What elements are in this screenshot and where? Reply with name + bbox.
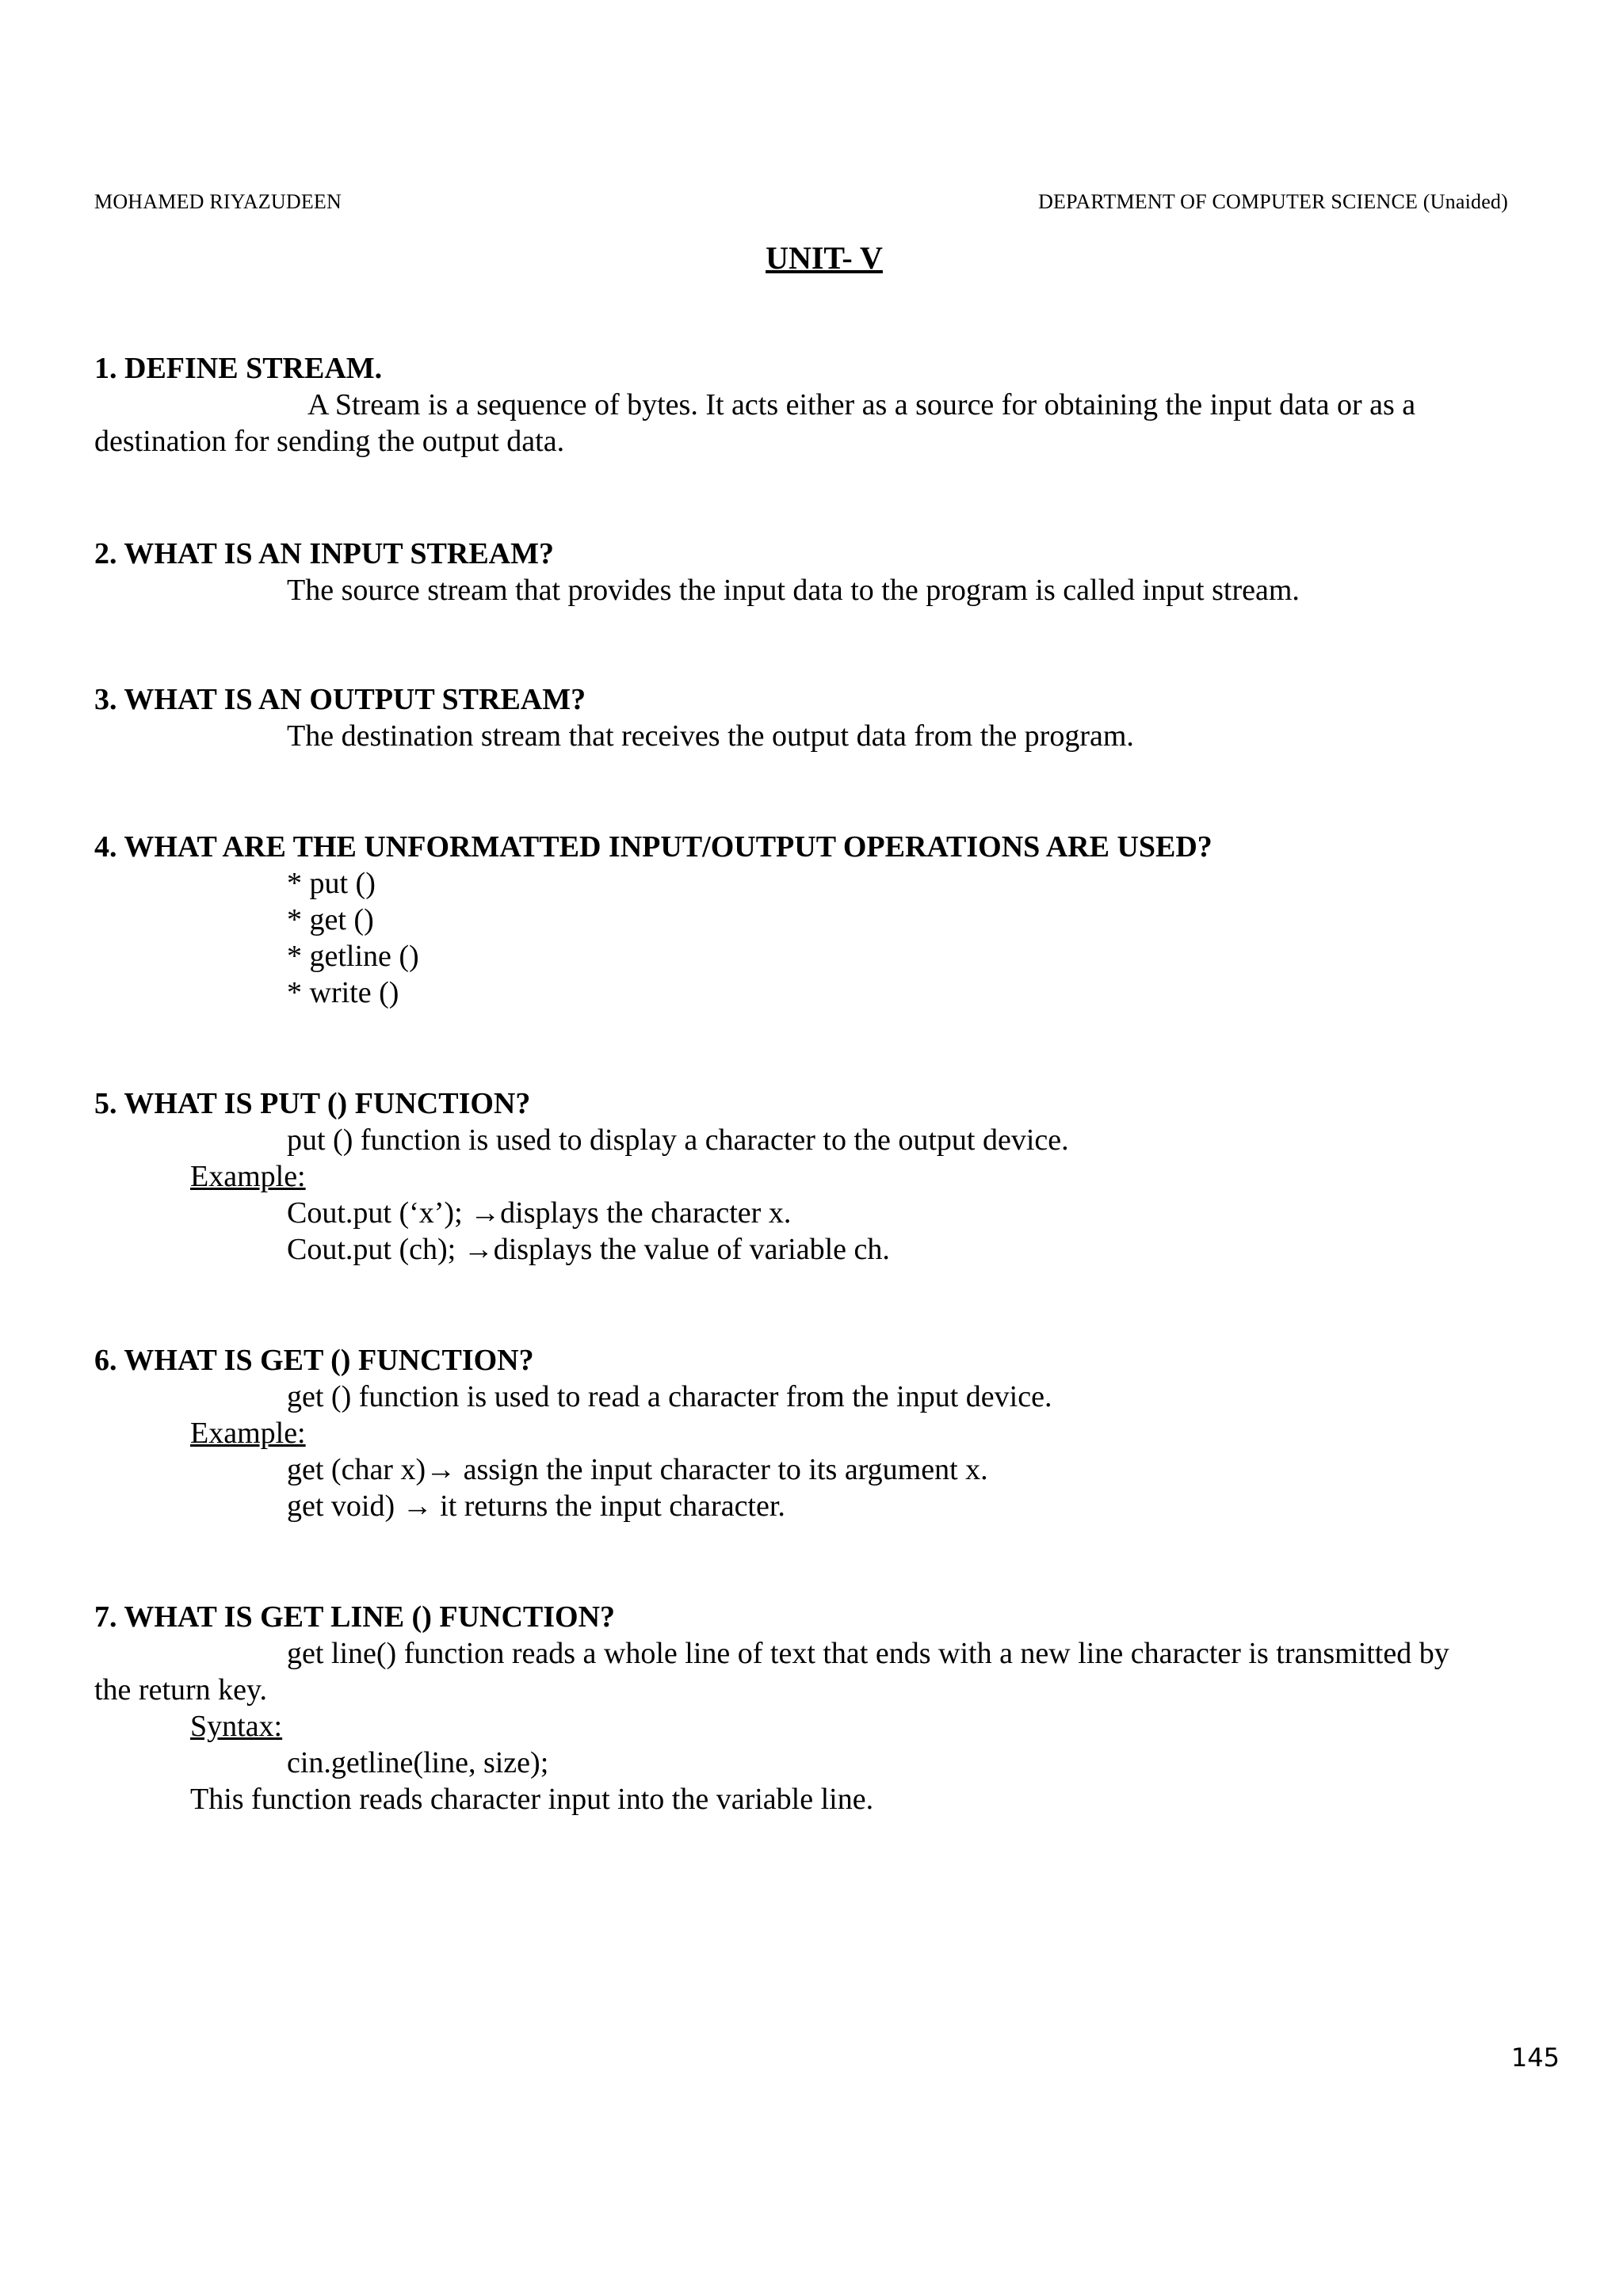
- question-6-text: get () function is used to read a character from the input device.: [287, 1380, 1052, 1413]
- header-department: DEPARTMENT OF COMPUTER SCIENCE (Unaided): [1038, 190, 1508, 213]
- question-4-title: 4. WHAT ARE THE UNFORMATTED INPUT/OUTPUT OPERATIONS ARE USED?: [94, 830, 1212, 864]
- list-item-getline: * getline (): [287, 940, 419, 973]
- question-7-syntax-code: cin.getline(line, size);: [287, 1746, 549, 1779]
- question-6-example-2: get void) → it returns the input character.: [287, 1489, 785, 1523]
- question-7-syntax-label: Syntax:: [190, 1710, 283, 1743]
- question-5-title: 5. WHAT IS PUT () FUNCTION?: [94, 1087, 531, 1120]
- question-7-title: 7. WHAT IS GET LINE () FUNCTION?: [94, 1600, 616, 1634]
- question-3-title: 3. WHAT IS AN OUTPUT STREAM?: [94, 683, 586, 716]
- question-5-text: put () function is used to display a character to the output device.: [287, 1123, 1069, 1157]
- page-number: 145: [1510, 2042, 1560, 2073]
- question-7-text-line1: get line() function reads a whole line of text that ends with a new line character is transmitted by: [287, 1637, 1449, 1670]
- question-5-example-1: Cout.put (‘x’); →displays the character x.: [287, 1196, 792, 1230]
- question-1-title: 1. DEFINE STREAM.: [94, 352, 383, 385]
- question-2-title: 2. WHAT IS AN INPUT STREAM?: [94, 537, 554, 570]
- question-5-example-2: Cout.put (ch); →displays the value of variable ch.: [287, 1233, 890, 1266]
- question-3-text: The destination stream that receives the output data from the program.: [287, 719, 1134, 753]
- question-6-title: 6. WHAT IS GET () FUNCTION?: [94, 1344, 534, 1377]
- list-item-write: * write (): [287, 976, 399, 1009]
- list-item-put: * put (): [287, 867, 376, 900]
- question-2-text: The source stream that provides the input data to the program is called input stream.: [287, 574, 1300, 607]
- list-item-get: * get (): [287, 903, 374, 936]
- question-1-text-line1: A Stream is a sequence of bytes. It acts either as a source for obtaining the input data or as a: [307, 388, 1416, 421]
- question-1-text-line2: destination for sending the output data.: [94, 425, 565, 458]
- question-7-note: This function reads character input into the variable line.: [190, 1783, 874, 1816]
- header-author: MOHAMED RIYAZUDEEN: [94, 190, 342, 213]
- question-6-example-1: get (char x)→ assign the input character to its argument x.: [287, 1453, 988, 1486]
- question-5-example-label: Example:: [190, 1160, 306, 1193]
- question-7-text-line2: the return key.: [94, 1673, 268, 1707]
- question-6-example-label: Example:: [190, 1417, 306, 1450]
- unit-title: UNIT- V: [766, 240, 883, 276]
